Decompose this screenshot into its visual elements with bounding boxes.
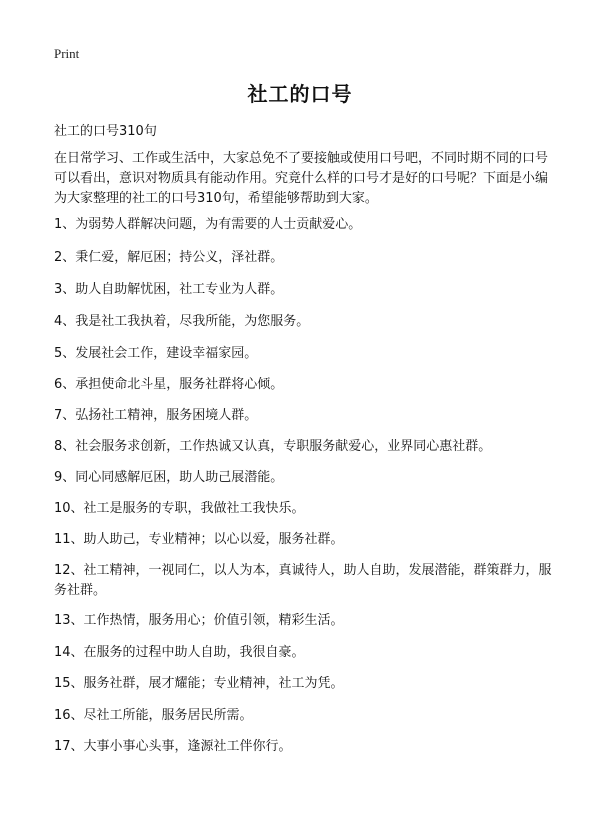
list-item: 6、承担使命北斗星，服务社群将心倾。 xyxy=(54,377,284,392)
list-item: 1、为弱势人群解决问题，为有需要的人士贡献爱心。 xyxy=(54,217,362,232)
page-title: 社工的口号 xyxy=(247,82,353,106)
list-item: 4、我是社工我执着，尽我所能，为您服务。 xyxy=(54,314,310,329)
document-subtitle: 社工的口号310句 xyxy=(54,124,157,139)
intro-paragraph: 在日常学习、工作或生活中，大家总免不了要接触或使用口号吧，不同时期不同的口号可以看出，意识对物质具有能动作用。究竟什么样的口号才是好的口号呢？下面是小编为大家整理的社工的口号310句，希望能够帮助到大家。 xyxy=(54,151,549,206)
list-item: 5、发展社会工作，建设幸福家园。 xyxy=(54,346,258,361)
list-item: 17、大事小事心头事，逢源社工伴你行。 xyxy=(54,739,292,754)
list-item: 7、弘扬社工精神，服务困境人群。 xyxy=(54,408,258,423)
print-link[interactable]: Print xyxy=(54,46,80,61)
list-item: 9、同心同感解厄困，助人助己展潜能。 xyxy=(54,470,284,485)
list-item: 3、助人自助解忧困，社工专业为人群。 xyxy=(54,282,284,297)
list-item: 12、社工精神，一视同仁，以人为本，真诚待人，助人自助，发展潜能，群策群力，服务社群。 xyxy=(54,563,552,598)
list-item: 13、工作热情，服务用心；价值引领，精彩生活。 xyxy=(54,613,344,628)
list-item: 16、尽社工所能，服务居民所需。 xyxy=(54,708,253,723)
list-item: 14、在服务的过程中助人自助，我很自豪。 xyxy=(54,645,305,660)
list-item: 11、助人助己，专业精神；以心以爱，服务社群。 xyxy=(54,532,344,547)
list-item: 15、服务社群，展才耀能；专业精神，社工为凭。 xyxy=(54,676,344,691)
list-item: 10、社工是服务的专职，我做社工我快乐。 xyxy=(54,501,305,516)
list-item: 2、秉仁爱，解厄困；持公义，泽社群。 xyxy=(54,250,284,265)
list-item: 8、社会服务求创新，工作热诚又认真，专职服务献爱心，业界同心惠社群。 xyxy=(54,439,492,454)
